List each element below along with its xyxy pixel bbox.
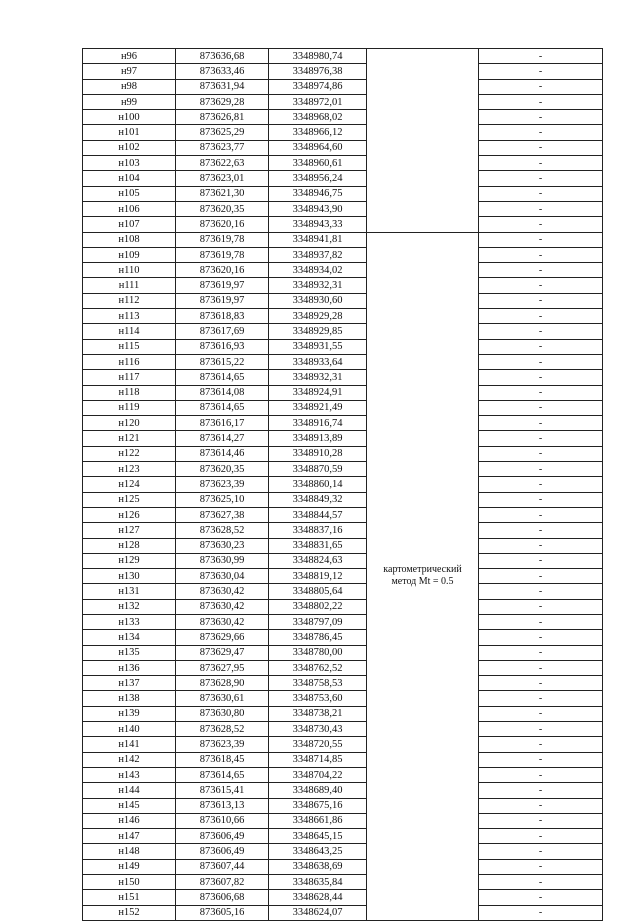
point-id-cell: н150 <box>83 875 176 890</box>
table-row <box>83 140 603 155</box>
table-row <box>83 263 603 278</box>
x-coordinate-cell: 873625,29 <box>176 125 269 140</box>
y-coordinate-cell: 3348941,81 <box>269 232 367 247</box>
x-coordinate-cell: 873623,01 <box>176 171 269 186</box>
x-coordinate-cell: 873629,66 <box>176 630 269 645</box>
method-label-line2: метод Mt = 0.5 <box>391 576 454 588</box>
x-coordinate-cell: 873610,66 <box>176 813 269 828</box>
table-row <box>83 523 603 538</box>
x-coordinate-cell: 873621,30 <box>176 186 269 201</box>
method-label-line1: картометрический <box>383 564 462 576</box>
x-coordinate-cell: 873614,65 <box>176 400 269 415</box>
point-id-cell: н116 <box>83 354 176 369</box>
y-coordinate-cell: 3348974,86 <box>269 79 367 94</box>
y-coordinate-cell: 3348661,86 <box>269 813 367 828</box>
x-coordinate-cell: 873627,95 <box>176 660 269 675</box>
x-coordinate-cell: 873629,47 <box>176 645 269 660</box>
description-cell: - <box>479 462 603 477</box>
description-cell: - <box>479 890 603 905</box>
table-row <box>83 737 603 752</box>
point-id-cell: н137 <box>83 676 176 691</box>
table-row <box>83 324 603 339</box>
y-coordinate-cell: 3348946,75 <box>269 186 367 201</box>
description-cell: - <box>479 324 603 339</box>
point-id-cell: н131 <box>83 584 176 599</box>
point-id-cell: н122 <box>83 446 176 461</box>
point-id-cell: н101 <box>83 125 176 140</box>
point-id-cell: н108 <box>83 232 176 247</box>
point-id-cell: н102 <box>83 140 176 155</box>
point-id-cell: н98 <box>83 79 176 94</box>
x-coordinate-cell: 873619,78 <box>176 247 269 262</box>
y-coordinate-cell: 3348870,59 <box>269 462 367 477</box>
description-cell: - <box>479 553 603 568</box>
point-id-cell: н110 <box>83 263 176 278</box>
y-coordinate-cell: 3348831,65 <box>269 538 367 553</box>
y-coordinate-cell: 3348929,28 <box>269 309 367 324</box>
point-id-cell: н141 <box>83 737 176 752</box>
x-coordinate-cell: 873630,04 <box>176 569 269 584</box>
point-id-cell: н138 <box>83 691 176 706</box>
description-cell: - <box>479 813 603 828</box>
x-coordinate-cell: 873636,68 <box>176 49 269 64</box>
table-row <box>83 798 603 813</box>
point-id-cell: н136 <box>83 660 176 675</box>
x-coordinate-cell: 873630,23 <box>176 538 269 553</box>
description-cell: - <box>479 905 603 920</box>
y-coordinate-cell: 3348635,84 <box>269 875 367 890</box>
table-row <box>83 584 603 599</box>
point-id-cell: н97 <box>83 64 176 79</box>
description-cell: - <box>479 706 603 721</box>
table-row <box>83 477 603 492</box>
y-coordinate-cell: 3348933,64 <box>269 354 367 369</box>
y-coordinate-cell: 3348762,52 <box>269 660 367 675</box>
point-id-cell: н123 <box>83 462 176 477</box>
y-coordinate-cell: 3348932,31 <box>269 278 367 293</box>
table-row <box>83 49 603 64</box>
x-coordinate-cell: 873614,65 <box>176 370 269 385</box>
y-coordinate-cell: 3348805,64 <box>269 584 367 599</box>
description-cell: - <box>479 400 603 415</box>
description-cell: - <box>479 156 603 171</box>
description-cell: - <box>479 722 603 737</box>
point-id-cell: н106 <box>83 201 176 216</box>
y-coordinate-cell: 3348972,01 <box>269 94 367 109</box>
y-coordinate-cell: 3348797,09 <box>269 614 367 629</box>
table-row <box>83 752 603 767</box>
x-coordinate-cell: 873618,45 <box>176 752 269 767</box>
description-cell: - <box>479 859 603 874</box>
point-id-cell: н119 <box>83 400 176 415</box>
y-coordinate-cell: 3348738,21 <box>269 706 367 721</box>
y-coordinate-cell: 3348714,85 <box>269 752 367 767</box>
y-coordinate-cell: 3348675,16 <box>269 798 367 813</box>
x-coordinate-cell: 873625,10 <box>176 492 269 507</box>
point-id-cell: н146 <box>83 813 176 828</box>
table-row <box>83 156 603 171</box>
description-cell: - <box>479 110 603 125</box>
y-coordinate-cell: 3348802,22 <box>269 599 367 614</box>
y-coordinate-cell: 3348930,60 <box>269 293 367 308</box>
x-coordinate-cell: 873619,97 <box>176 278 269 293</box>
table-row <box>83 293 603 308</box>
table-row <box>83 783 603 798</box>
description-cell: - <box>479 737 603 752</box>
description-cell: - <box>479 79 603 94</box>
x-coordinate-cell: 873606,49 <box>176 844 269 859</box>
y-coordinate-cell: 3348720,55 <box>269 737 367 752</box>
point-id-cell: н132 <box>83 599 176 614</box>
x-coordinate-cell: 873628,52 <box>176 722 269 737</box>
point-id-cell: н96 <box>83 49 176 64</box>
point-id-cell: н147 <box>83 829 176 844</box>
point-id-cell: н112 <box>83 293 176 308</box>
x-coordinate-cell: 873617,69 <box>176 324 269 339</box>
description-cell: - <box>479 263 603 278</box>
x-coordinate-cell: 873629,28 <box>176 94 269 109</box>
table-row <box>83 400 603 415</box>
point-id-cell: н140 <box>83 722 176 737</box>
x-coordinate-cell: 873623,39 <box>176 737 269 752</box>
y-coordinate-cell: 3348824,63 <box>269 553 367 568</box>
description-cell: - <box>479 354 603 369</box>
x-coordinate-cell: 873605,16 <box>176 905 269 920</box>
point-id-cell: н143 <box>83 767 176 782</box>
description-cell: - <box>479 446 603 461</box>
point-id-cell: н151 <box>83 890 176 905</box>
x-coordinate-cell: 873630,80 <box>176 706 269 721</box>
table-row <box>83 385 603 400</box>
y-coordinate-cell: 3348943,90 <box>269 201 367 216</box>
table-row <box>83 645 603 660</box>
x-coordinate-cell: 873631,94 <box>176 79 269 94</box>
point-id-cell: н149 <box>83 859 176 874</box>
description-cell: - <box>479 232 603 247</box>
y-coordinate-cell: 3348929,85 <box>269 324 367 339</box>
y-coordinate-cell: 3348924,91 <box>269 385 367 400</box>
description-cell: - <box>479 492 603 507</box>
table-row <box>83 431 603 446</box>
x-coordinate-cell: 873630,99 <box>176 553 269 568</box>
table-row <box>83 905 603 920</box>
table-row <box>83 232 603 247</box>
table-row <box>83 538 603 553</box>
y-coordinate-cell: 3348643,25 <box>269 844 367 859</box>
table-row <box>83 446 603 461</box>
x-coordinate-cell: 873614,08 <box>176 385 269 400</box>
description-cell: - <box>479 783 603 798</box>
description-cell: - <box>479 94 603 109</box>
x-coordinate-cell: 873614,46 <box>176 446 269 461</box>
y-coordinate-cell: 3348960,61 <box>269 156 367 171</box>
point-id-cell: н139 <box>83 706 176 721</box>
description-cell: - <box>479 477 603 492</box>
table-row <box>83 416 603 431</box>
description-cell: - <box>479 538 603 553</box>
x-coordinate-cell: 873628,90 <box>176 676 269 691</box>
table-row <box>83 614 603 629</box>
y-coordinate-cell: 3348964,60 <box>269 140 367 155</box>
x-coordinate-cell: 873628,52 <box>176 523 269 538</box>
table-row <box>83 691 603 706</box>
y-coordinate-cell: 3348937,82 <box>269 247 367 262</box>
point-id-cell: н127 <box>83 523 176 538</box>
point-id-cell: н118 <box>83 385 176 400</box>
point-id-cell: н124 <box>83 477 176 492</box>
description-cell: - <box>479 523 603 538</box>
table-row <box>83 813 603 828</box>
description-cell: - <box>479 186 603 201</box>
x-coordinate-cell: 873633,46 <box>176 64 269 79</box>
point-id-cell: н128 <box>83 538 176 553</box>
description-cell: - <box>479 767 603 782</box>
x-coordinate-cell: 873614,65 <box>176 767 269 782</box>
point-id-cell: н152 <box>83 905 176 920</box>
description-cell: - <box>479 569 603 584</box>
table-row <box>83 125 603 140</box>
y-coordinate-cell: 3348916,74 <box>269 416 367 431</box>
table-row <box>83 660 603 675</box>
y-coordinate-cell: 3348968,02 <box>269 110 367 125</box>
x-coordinate-cell: 873615,22 <box>176 354 269 369</box>
point-id-cell: н104 <box>83 171 176 186</box>
y-coordinate-cell: 3348976,38 <box>269 64 367 79</box>
y-coordinate-cell: 3348910,28 <box>269 446 367 461</box>
table-row <box>83 462 603 477</box>
table-row <box>83 599 603 614</box>
y-coordinate-cell: 3348932,31 <box>269 370 367 385</box>
table-row <box>83 339 603 354</box>
point-id-cell: н115 <box>83 339 176 354</box>
description-cell: - <box>479 201 603 216</box>
point-id-cell: н130 <box>83 569 176 584</box>
table-row <box>83 278 603 293</box>
point-id-cell: н109 <box>83 247 176 262</box>
description-cell: - <box>479 630 603 645</box>
x-coordinate-cell: 873622,63 <box>176 156 269 171</box>
point-id-cell: н99 <box>83 94 176 109</box>
point-id-cell: н134 <box>83 630 176 645</box>
y-coordinate-cell: 3348704,22 <box>269 767 367 782</box>
y-coordinate-cell: 3348837,16 <box>269 523 367 538</box>
point-id-cell: н125 <box>83 492 176 507</box>
point-id-cell: н133 <box>83 614 176 629</box>
point-id-cell: н145 <box>83 798 176 813</box>
table-row <box>83 201 603 216</box>
description-cell: - <box>479 844 603 859</box>
description-cell: - <box>479 829 603 844</box>
description-cell: - <box>479 293 603 308</box>
y-coordinate-cell: 3348730,43 <box>269 722 367 737</box>
y-coordinate-cell: 3348956,24 <box>269 171 367 186</box>
y-coordinate-cell: 3348758,53 <box>269 676 367 691</box>
table-row <box>83 553 603 568</box>
x-coordinate-cell: 873607,44 <box>176 859 269 874</box>
y-coordinate-cell: 3348624,07 <box>269 905 367 920</box>
point-id-cell: н114 <box>83 324 176 339</box>
description-cell: - <box>479 309 603 324</box>
table-row <box>83 110 603 125</box>
x-coordinate-cell: 873606,68 <box>176 890 269 905</box>
x-coordinate-cell: 873613,13 <box>176 798 269 813</box>
x-coordinate-cell: 873619,78 <box>176 232 269 247</box>
description-cell: - <box>479 125 603 140</box>
x-coordinate-cell: 873616,17 <box>176 416 269 431</box>
table-row <box>83 630 603 645</box>
method-cell-upper <box>367 49 479 233</box>
table-row <box>83 722 603 737</box>
y-coordinate-cell: 3348689,40 <box>269 783 367 798</box>
table-row <box>83 859 603 874</box>
description-cell: - <box>479 691 603 706</box>
point-id-cell: н113 <box>83 309 176 324</box>
y-coordinate-cell: 3348753,60 <box>269 691 367 706</box>
y-coordinate-cell: 3348913,89 <box>269 431 367 446</box>
table-row <box>83 309 603 324</box>
y-coordinate-cell: 3348860,14 <box>269 477 367 492</box>
y-coordinate-cell: 3348819,12 <box>269 569 367 584</box>
description-cell: - <box>479 507 603 522</box>
description-cell: - <box>479 584 603 599</box>
y-coordinate-cell: 3348980,74 <box>269 49 367 64</box>
description-cell: - <box>479 49 603 64</box>
y-coordinate-cell: 3348849,32 <box>269 492 367 507</box>
description-cell: - <box>479 431 603 446</box>
y-coordinate-cell: 3348638,69 <box>269 859 367 874</box>
coordinates-table <box>82 48 603 921</box>
y-coordinate-cell: 3348844,57 <box>269 507 367 522</box>
x-coordinate-cell: 873620,35 <box>176 201 269 216</box>
x-coordinate-cell: 873606,49 <box>176 829 269 844</box>
table-row <box>83 569 603 584</box>
description-cell: - <box>479 416 603 431</box>
table-row <box>83 767 603 782</box>
point-id-cell: н103 <box>83 156 176 171</box>
table-row <box>83 875 603 890</box>
description-cell: - <box>479 217 603 232</box>
y-coordinate-cell: 3348934,02 <box>269 263 367 278</box>
point-id-cell: н100 <box>83 110 176 125</box>
description-cell: - <box>479 752 603 767</box>
description-cell: - <box>479 171 603 186</box>
x-coordinate-cell: 873607,82 <box>176 875 269 890</box>
x-coordinate-cell: 873626,81 <box>176 110 269 125</box>
point-id-cell: н111 <box>83 278 176 293</box>
table-row <box>83 676 603 691</box>
table-row <box>83 492 603 507</box>
x-coordinate-cell: 873620,16 <box>176 263 269 278</box>
y-coordinate-cell: 3348786,45 <box>269 630 367 645</box>
x-coordinate-cell: 873620,16 <box>176 217 269 232</box>
point-id-cell: н135 <box>83 645 176 660</box>
x-coordinate-cell: 873616,93 <box>176 339 269 354</box>
description-cell: - <box>479 385 603 400</box>
table-row <box>83 507 603 522</box>
x-coordinate-cell: 873630,61 <box>176 691 269 706</box>
point-id-cell: н120 <box>83 416 176 431</box>
table-row <box>83 217 603 232</box>
x-coordinate-cell: 873627,38 <box>176 507 269 522</box>
y-coordinate-cell: 3348645,15 <box>269 829 367 844</box>
description-cell: - <box>479 798 603 813</box>
description-cell: - <box>479 339 603 354</box>
x-coordinate-cell: 873623,39 <box>176 477 269 492</box>
table-row <box>83 706 603 721</box>
x-coordinate-cell: 873630,42 <box>176 584 269 599</box>
point-id-cell: н121 <box>83 431 176 446</box>
coordinates-sheet <box>82 48 602 921</box>
description-cell: - <box>479 247 603 262</box>
x-coordinate-cell: 873620,35 <box>176 462 269 477</box>
description-cell: - <box>479 599 603 614</box>
point-id-cell: н105 <box>83 186 176 201</box>
description-cell: - <box>479 676 603 691</box>
table-row <box>83 186 603 201</box>
point-id-cell: н129 <box>83 553 176 568</box>
table-row <box>83 890 603 905</box>
x-coordinate-cell: 873630,42 <box>176 614 269 629</box>
point-id-cell: н117 <box>83 370 176 385</box>
table-row <box>83 354 603 369</box>
y-coordinate-cell: 3348921,49 <box>269 400 367 415</box>
y-coordinate-cell: 3348628,44 <box>269 890 367 905</box>
table-row <box>83 247 603 262</box>
point-id-cell: н148 <box>83 844 176 859</box>
description-cell: - <box>479 370 603 385</box>
table-row <box>83 829 603 844</box>
x-coordinate-cell: 873630,42 <box>176 599 269 614</box>
table-row <box>83 370 603 385</box>
y-coordinate-cell: 3348931,55 <box>269 339 367 354</box>
table-row <box>83 94 603 109</box>
description-cell: - <box>479 278 603 293</box>
table-row <box>83 79 603 94</box>
x-coordinate-cell: 873615,41 <box>176 783 269 798</box>
description-cell: - <box>479 645 603 660</box>
table-row <box>83 171 603 186</box>
table-row <box>83 844 603 859</box>
description-cell: - <box>479 64 603 79</box>
description-cell: - <box>479 875 603 890</box>
y-coordinate-cell: 3348966,12 <box>269 125 367 140</box>
description-cell: - <box>479 140 603 155</box>
description-cell: - <box>479 614 603 629</box>
y-coordinate-cell: 3348943,33 <box>269 217 367 232</box>
method-cell <box>367 232 479 920</box>
x-coordinate-cell: 873623,77 <box>176 140 269 155</box>
x-coordinate-cell: 873618,83 <box>176 309 269 324</box>
coordinates-table-body <box>83 49 603 921</box>
table-row <box>83 64 603 79</box>
x-coordinate-cell: 873614,27 <box>176 431 269 446</box>
point-id-cell: н142 <box>83 752 176 767</box>
x-coordinate-cell: 873619,97 <box>176 293 269 308</box>
y-coordinate-cell: 3348780,00 <box>269 645 367 660</box>
point-id-cell: н107 <box>83 217 176 232</box>
point-id-cell: н126 <box>83 507 176 522</box>
point-id-cell: н144 <box>83 783 176 798</box>
description-cell: - <box>479 660 603 675</box>
